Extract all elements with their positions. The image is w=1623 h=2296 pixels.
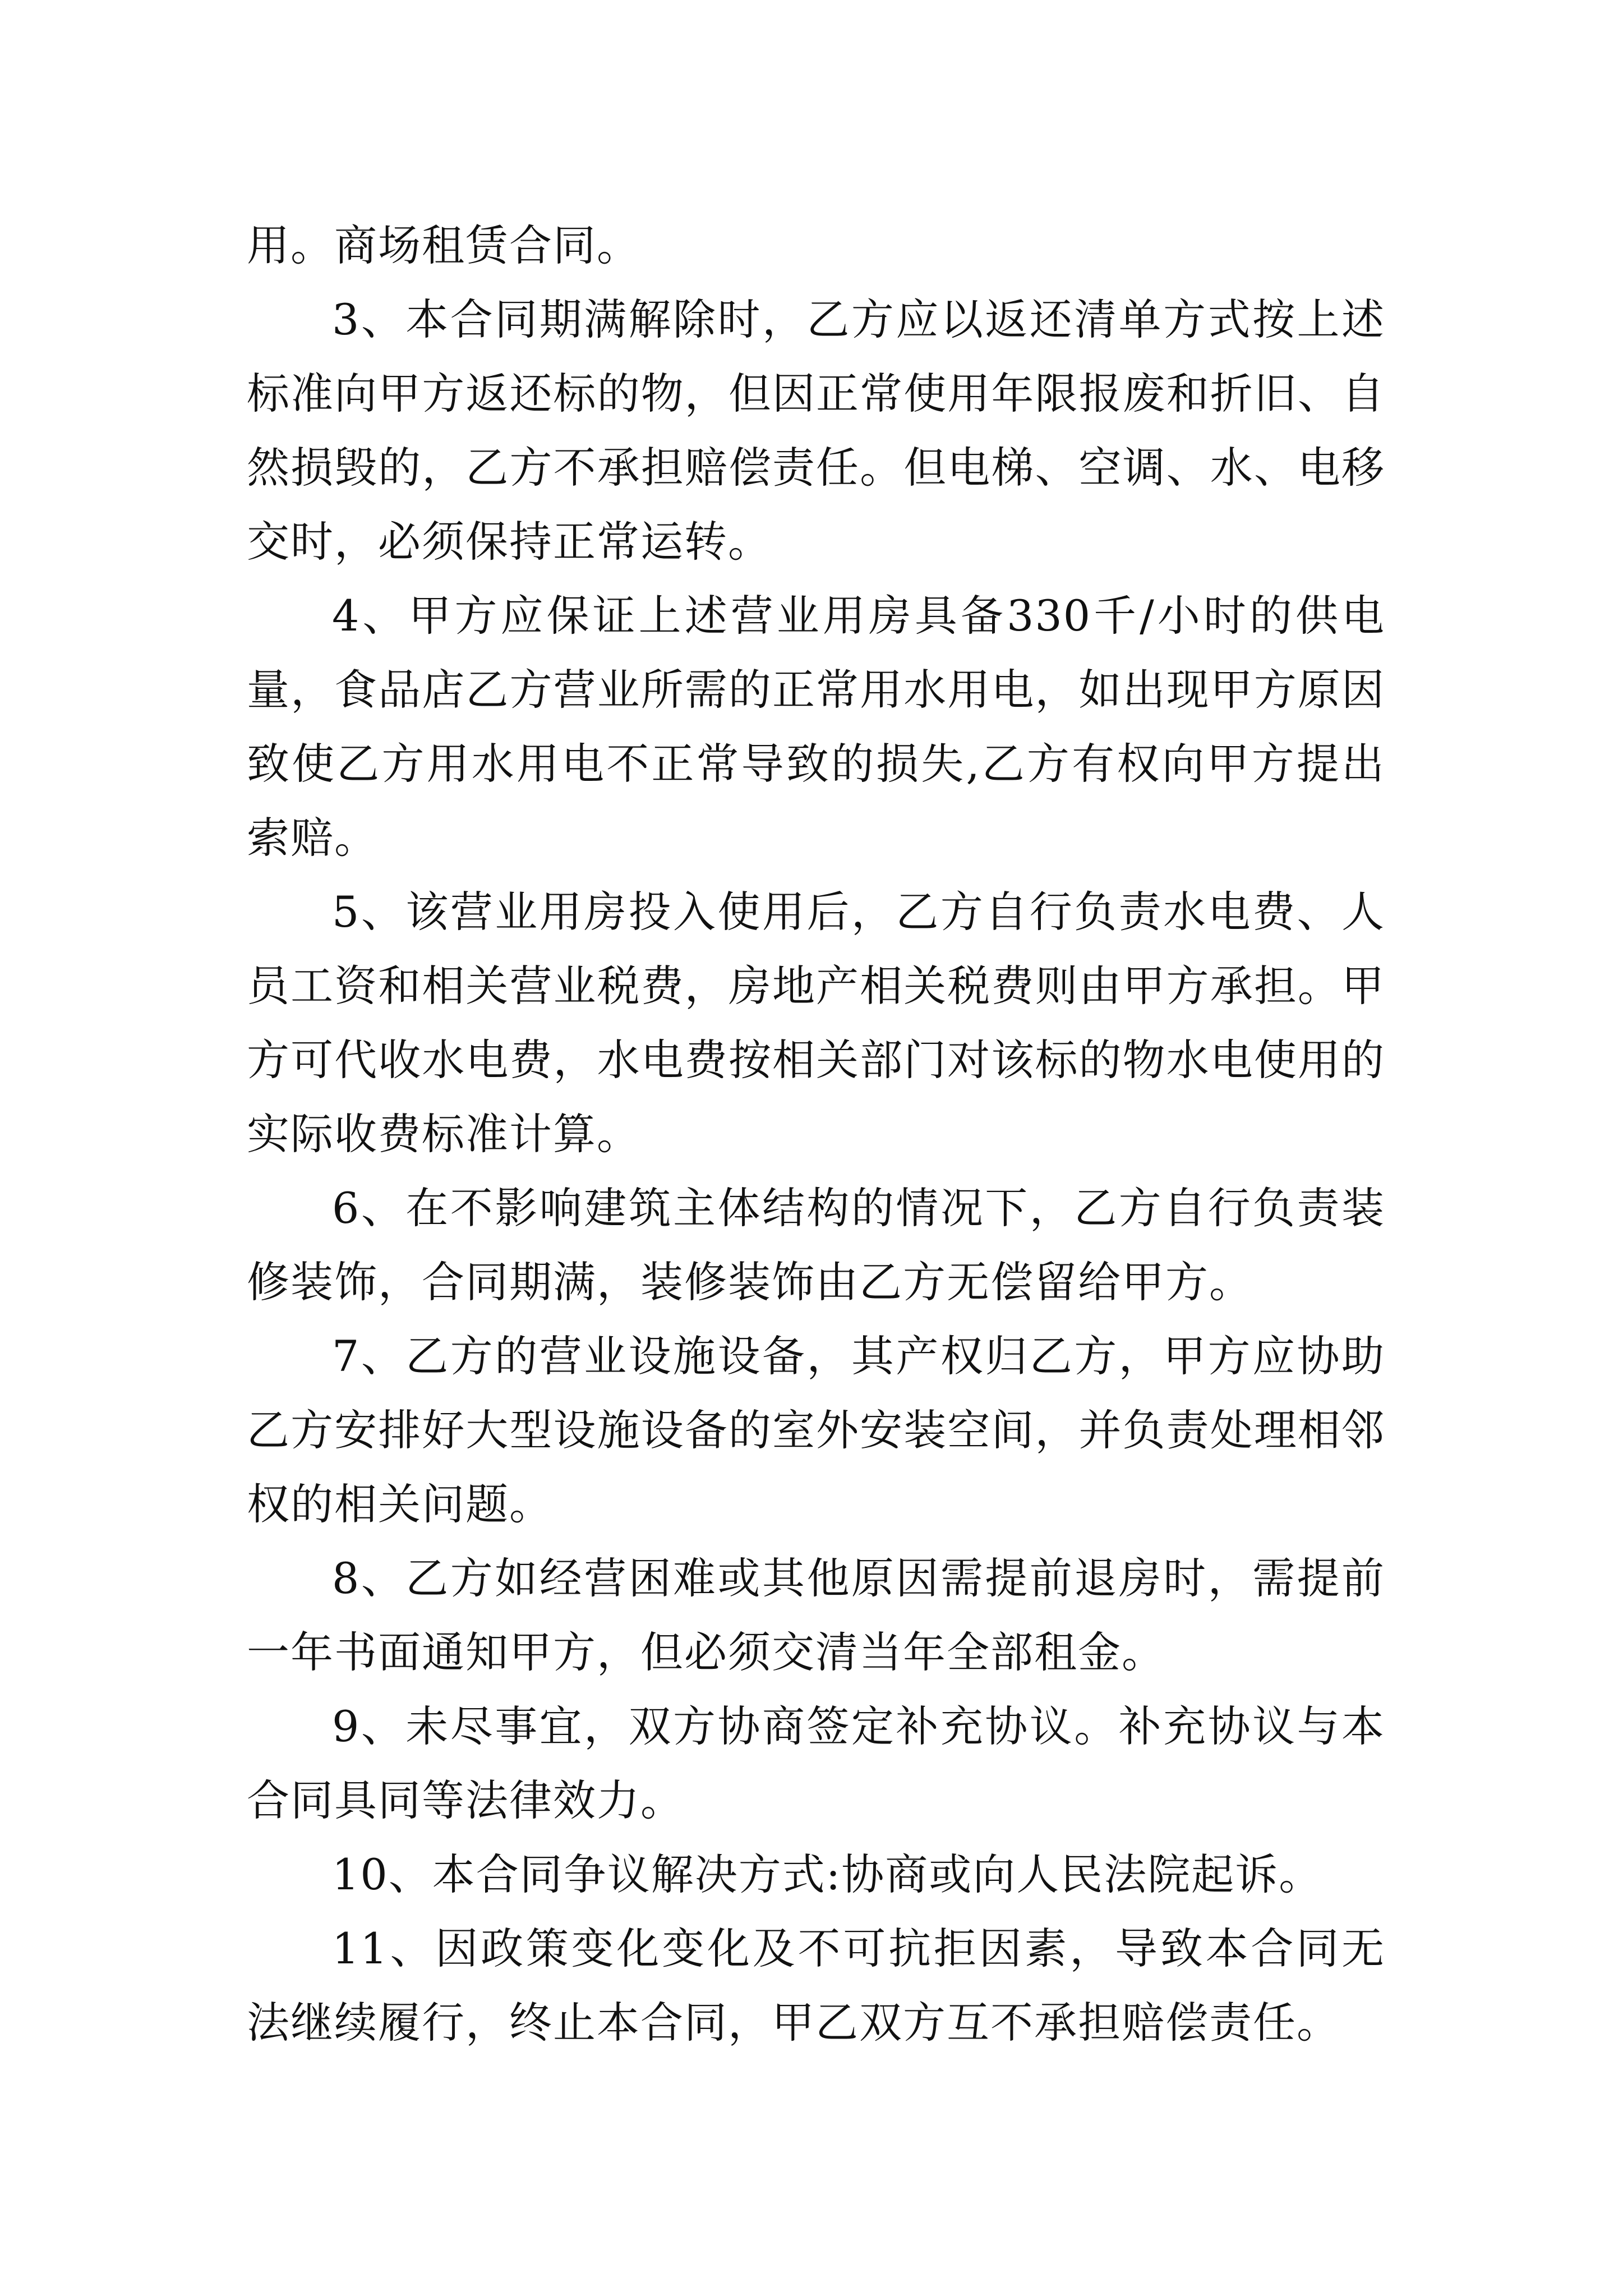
paragraph-continuation: 用。商场租赁合同。 [247,220,640,270]
clause-8: 8、乙方如经营困难或其他原因需提前退房时，需提前一年书面通知甲方，但必须交清当年全部租金。 [247,1553,1385,1677]
clause-3: 3、本合同期满解除时，乙方应以返还清单方式按上述标准向甲方返还标的物，但因正常使用年限报废和折旧、自然损毁的，乙方不承担赔偿责任。但电梯、空调、水、电移交时，必须保持正常运转。 [247,295,1385,567]
clause-4: 4、甲方应保证上述营业用房具备330千/小时的供电量，食品店乙方营业所需的正常用水用电，如出现甲方原因致使乙方用水用电不正常导致的损失,乙方有权向甲方提出索赔。 [247,591,1385,863]
clause-9: 9、未尽事宜，双方协商签定补充协议。补充协议与本合同具同等法律效力。 [247,1701,1385,1825]
contract-body [247,209,1385,2060]
clause-5: 5、该营业用房投入使用后，乙方自行负责水电费、人员工资和相关营业税费，房地产相关税费则由甲方承担。甲方可代收水电费，水电费按相关部门对该标的物水电使用的实际收费标准计算。 [247,887,1385,1159]
clause-10: 10、本合同争议解决方式:协商或向人民法院起诉。 [332,1849,1323,1899]
clause-6: 6、在不影响建筑主体结构的情况下，乙方自行负责装修装饰，合同期满，装修装饰由乙方无偿留给甲方。 [247,1183,1385,1307]
clause-11: 11、因政策变化变化及不可抗拒因素，导致本合同无法继续履行，终止本合同，甲乙双方互不承担赔偿责任。 [247,1924,1385,2047]
clause-7: 7、乙方的营业设施设备，其产权归乙方，甲方应协助乙方安排好大型设施设备的室外安装空间，并负责处理相邻权的相关问题。 [247,1331,1385,1529]
